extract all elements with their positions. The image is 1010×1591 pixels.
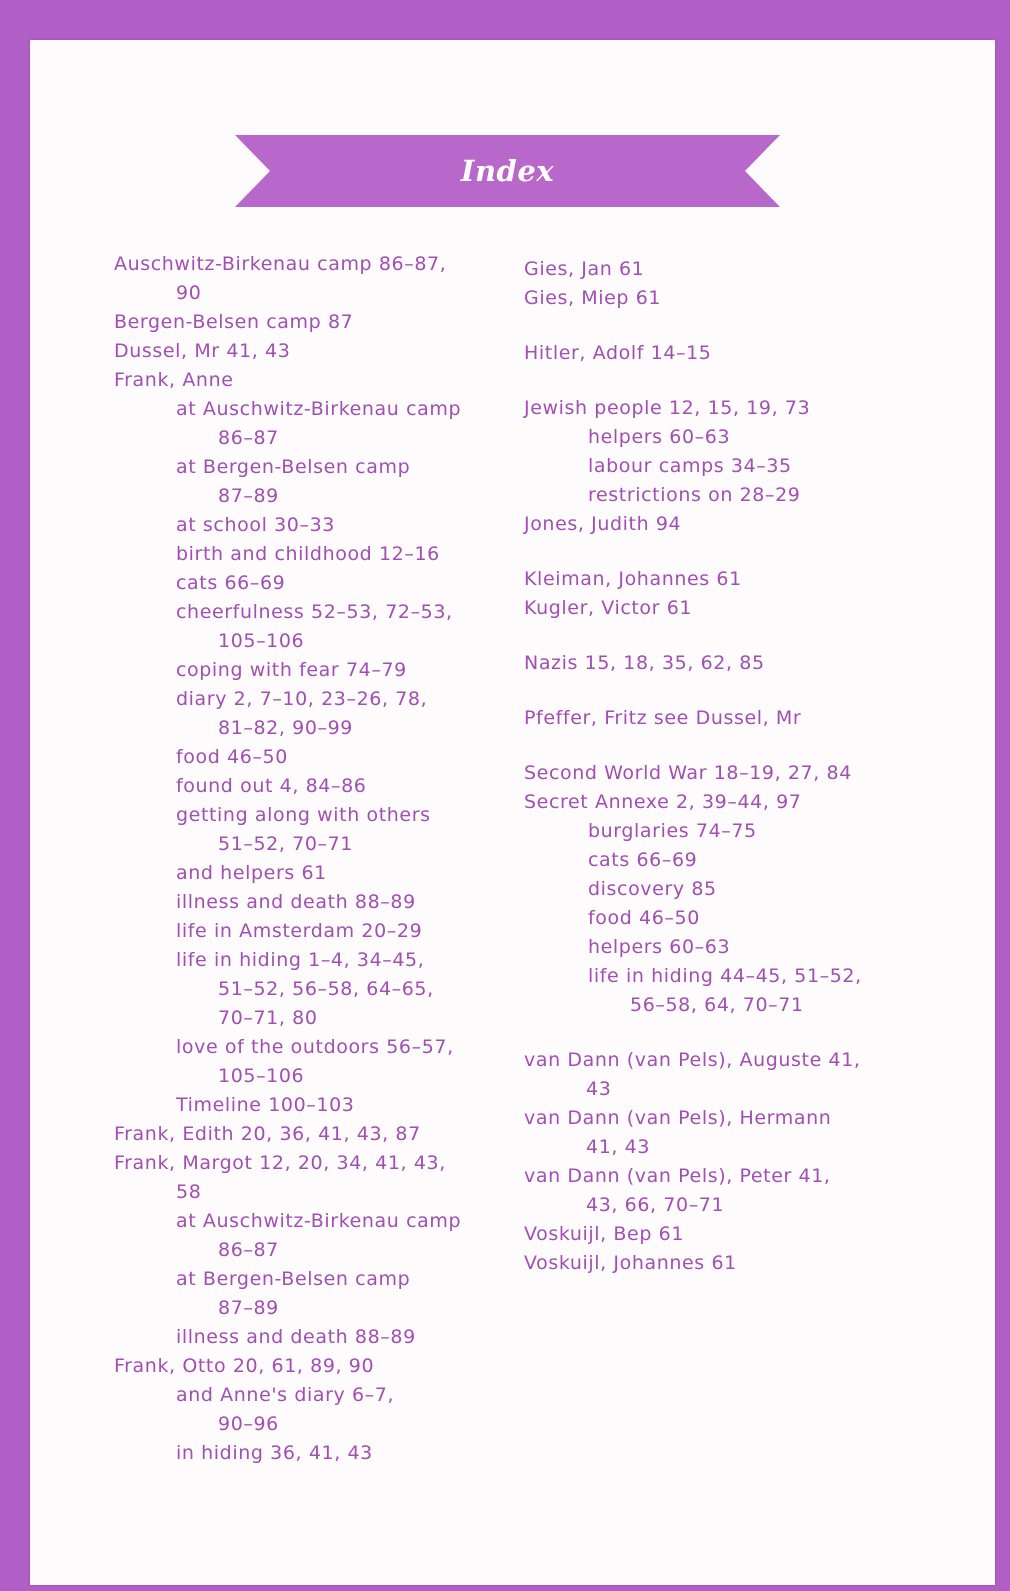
index-subentry: found out 4, 84–86 bbox=[176, 775, 367, 797]
index-subentry: cheerfulness 52–53, 72–53, bbox=[176, 601, 453, 623]
index-entry: 41, 43 bbox=[586, 1136, 651, 1158]
index-entry: Nazis 15, 18, 35, 62, 85 bbox=[524, 652, 765, 674]
index-entry: Hitler, Adolf 14–15 bbox=[524, 342, 712, 364]
index-entry: 43, 66, 70–71 bbox=[586, 1194, 725, 1216]
index-entry: Frank, Anne bbox=[114, 369, 234, 391]
index-entry: Jones, Judith 94 bbox=[524, 513, 682, 535]
index-entry: Kleiman, Johannes 61 bbox=[524, 568, 742, 590]
index-gap bbox=[524, 678, 954, 704]
index-subentry: diary 2, 7–10, 23–26, 78, bbox=[176, 688, 428, 710]
index-subentry: at Auschwitz-Birkenau camp bbox=[176, 398, 462, 420]
index-subentry: 86–87 bbox=[218, 1239, 279, 1261]
index-entry: 90 bbox=[176, 282, 202, 304]
index-entry: Dussel, Mr 41, 43 bbox=[114, 340, 291, 362]
index-subentry: and helpers 61 bbox=[176, 862, 327, 884]
index-gap bbox=[524, 623, 954, 649]
index-subentry: restrictions on 28–29 bbox=[588, 484, 801, 506]
index-subentry: birth and childhood 12–16 bbox=[176, 543, 440, 565]
index-entry: Voskuijl, Johannes 61 bbox=[524, 1252, 737, 1274]
index-gap bbox=[524, 368, 954, 394]
index-subentry: life in hiding 44–45, 51–52, bbox=[588, 965, 862, 987]
index-subentry: helpers 60–63 bbox=[588, 936, 731, 958]
index-entry: van Dann (van Pels), Peter 41, bbox=[524, 1165, 831, 1187]
index-subentry: 51–52, 56–58, 64–65, bbox=[218, 978, 434, 1000]
index-entry: 58 bbox=[176, 1181, 202, 1203]
index-entry: 43 bbox=[586, 1078, 612, 1100]
index-entry: Auschwitz-Birkenau camp 86–87, bbox=[114, 253, 447, 275]
index-entry: Gies, Miep 61 bbox=[524, 287, 662, 309]
index-entry: Kugler, Victor 61 bbox=[524, 597, 693, 619]
index-subentry: at Bergen-Belsen camp bbox=[176, 456, 411, 478]
index-subentry: and Anne's diary 6–7, bbox=[176, 1384, 395, 1406]
page-title: Index bbox=[460, 154, 555, 188]
index-subentry: illness and death 88–89 bbox=[176, 1326, 416, 1348]
index-subentry: getting along with others bbox=[176, 804, 431, 826]
index-subentry: at Bergen-Belsen camp bbox=[176, 1268, 411, 1290]
index-subentry: cats 66–69 bbox=[176, 572, 286, 594]
index-entry: van Dann (van Pels), Hermann bbox=[524, 1107, 832, 1129]
index-subentry: discovery 85 bbox=[588, 878, 717, 900]
index-subentry: life in hiding 1–4, 34–45, bbox=[176, 949, 425, 971]
title-banner bbox=[235, 135, 780, 207]
index-subentry: 105–106 bbox=[218, 630, 305, 652]
index-entry: Frank, Margot 12, 20, 34, 41, 43, bbox=[114, 1152, 446, 1174]
index-entry: Frank, Edith 20, 36, 41, 43, 87 bbox=[114, 1123, 421, 1145]
index-subentry: 87–89 bbox=[218, 1297, 279, 1319]
index-subentry: 51–52, 70–71 bbox=[218, 833, 353, 855]
index-subentry: food 46–50 bbox=[588, 907, 700, 929]
index-entry: Gies, Jan 61 bbox=[524, 258, 645, 280]
index-gap bbox=[524, 539, 954, 565]
index-column-left bbox=[114, 250, 514, 1468]
index-subentry: food 46–50 bbox=[176, 746, 288, 768]
index-entry: Frank, Otto 20, 61, 89, 90 bbox=[114, 1355, 375, 1377]
index-entry: Bergen-Belsen camp 87 bbox=[114, 311, 354, 333]
index-subentry: burglaries 74–75 bbox=[588, 820, 757, 842]
index-entry: Voskuijl, Bep 61 bbox=[524, 1223, 685, 1245]
index-subentry: 90–96 bbox=[218, 1413, 279, 1435]
index-subentry: in hiding 36, 41, 43 bbox=[176, 1442, 373, 1464]
index-subentry: 87–89 bbox=[218, 485, 279, 507]
index-subentry: labour camps 34–35 bbox=[588, 455, 792, 477]
index-subentry: 105–106 bbox=[218, 1065, 305, 1087]
index-page bbox=[30, 40, 995, 1585]
index-column-right bbox=[524, 255, 954, 1278]
index-gap bbox=[524, 733, 954, 759]
index-subentry: life in Amsterdam 20–29 bbox=[176, 920, 423, 942]
index-subentry: Timeline 100–103 bbox=[176, 1094, 355, 1116]
index-entry: van Dann (van Pels), Auguste 41, bbox=[524, 1049, 861, 1071]
index-subentry: 70–71, 80 bbox=[218, 1007, 318, 1029]
index-subentry: love of the outdoors 56–57, bbox=[176, 1036, 454, 1058]
index-subentry: cats 66–69 bbox=[588, 849, 698, 871]
index-subentry: 56–58, 64, 70–71 bbox=[630, 994, 804, 1016]
index-gap bbox=[524, 313, 954, 339]
index-subentry: at school 30–33 bbox=[176, 514, 335, 536]
index-entry: Jewish people 12, 15, 19, 73 bbox=[524, 397, 811, 419]
index-gap bbox=[524, 1020, 954, 1046]
index-entry: Secret Annexe 2, 39–44, 97 bbox=[524, 791, 802, 813]
index-subentry: at Auschwitz-Birkenau camp bbox=[176, 1210, 462, 1232]
index-subentry: 81–82, 90–99 bbox=[218, 717, 353, 739]
index-subentry: helpers 60–63 bbox=[588, 426, 731, 448]
index-entry: Second World War 18–19, 27, 84 bbox=[524, 762, 852, 784]
index-subentry: 86–87 bbox=[218, 427, 279, 449]
index-entry: Pfeffer, Fritz see Dussel, Mr bbox=[524, 707, 802, 729]
index-subentry: illness and death 88–89 bbox=[176, 891, 416, 913]
index-subentry: coping with fear 74–79 bbox=[176, 659, 407, 681]
